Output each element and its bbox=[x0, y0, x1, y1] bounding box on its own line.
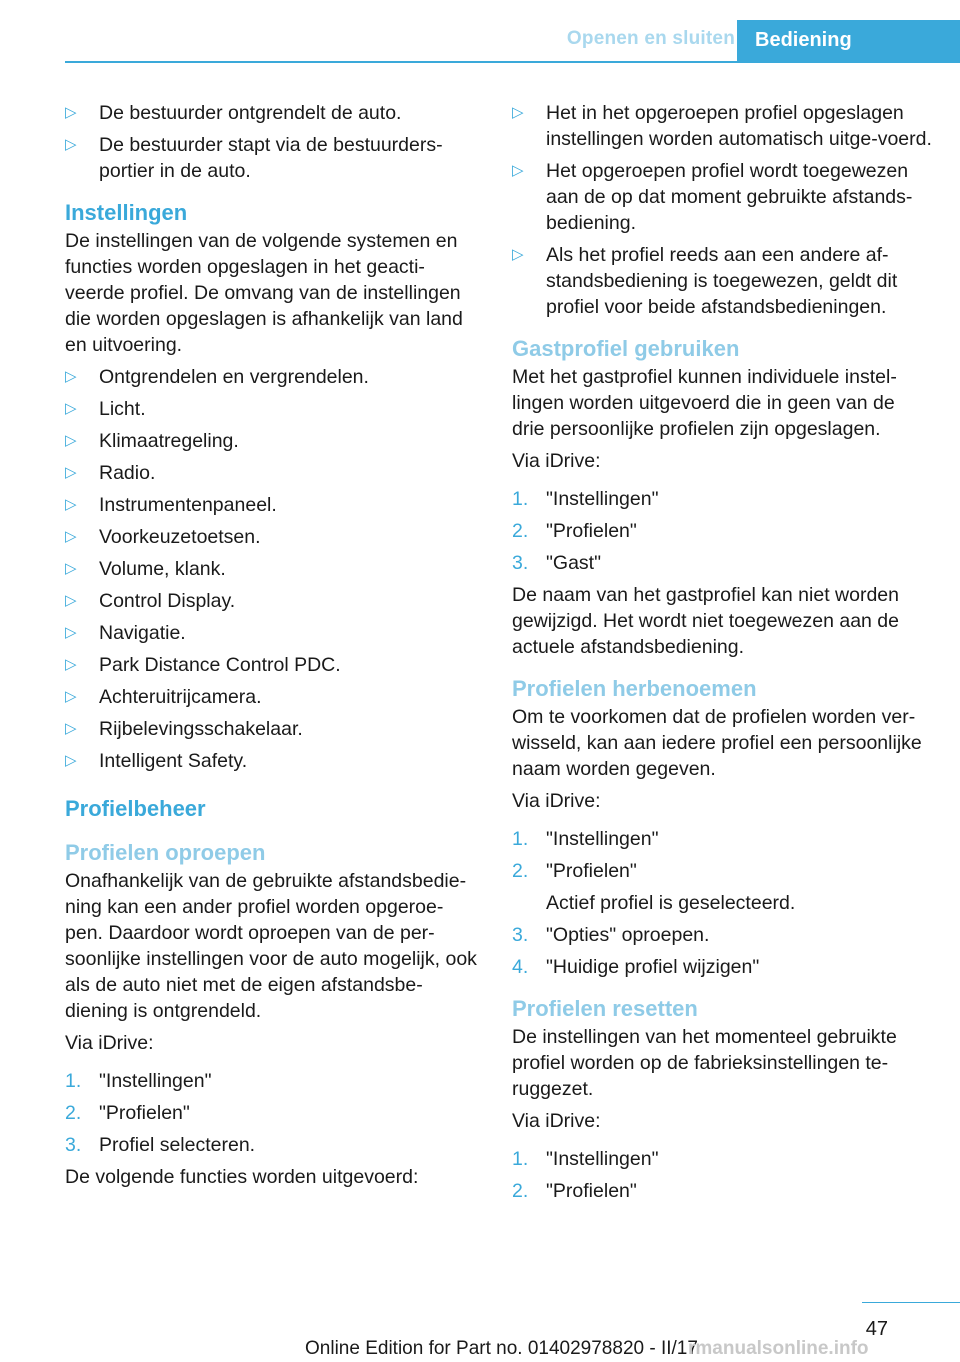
triangle-bullet-icon: ▷ bbox=[65, 592, 77, 609]
list-item: ▷ Het opgeroepen profiel wordt toegewezen aan de op dat moment gebruikte afstands-bediening. bbox=[512, 160, 913, 234]
step-item: 2. "Profielen" bbox=[512, 1180, 637, 1202]
list-item: ▷ Licht. bbox=[65, 398, 146, 420]
resetten-text: De instellingen van het momenteel gebruikte profiel worden op de fabrieksinstellingen te-ruggezet. bbox=[512, 1026, 897, 1100]
triangle-bullet-icon: ▷ bbox=[65, 136, 77, 153]
triangle-bullet-icon: ▷ bbox=[65, 496, 77, 513]
list-item: ▷ Instrumentenpaneel. bbox=[65, 494, 277, 516]
triangle-bullet-icon: ▷ bbox=[65, 400, 77, 417]
list-item: ▷ Klimaatregeling. bbox=[65, 430, 239, 452]
right-column bbox=[512, 100, 932, 1210]
step-item: 2. "Profielen" bbox=[512, 520, 637, 542]
triangle-bullet-icon: ▷ bbox=[65, 104, 77, 121]
triangle-bullet-icon: ▷ bbox=[512, 162, 524, 179]
step-item: 1. "Instellingen" bbox=[512, 828, 659, 850]
footer-rule bbox=[862, 1302, 960, 1303]
page-header bbox=[0, 0, 960, 62]
list-item: ▷ Navigatie. bbox=[65, 622, 186, 644]
list-item: ▷ Radio. bbox=[65, 462, 156, 484]
triangle-bullet-icon: ▷ bbox=[65, 688, 77, 705]
chapter-tab bbox=[737, 20, 960, 62]
list-item: ▷ Intelligent Safety. bbox=[65, 750, 248, 772]
gast-text: Met het gastprofiel kunnen individuele instel-lingen worden uitgevoerd die in geen van de drie persoonlijke profielen zijn opgeslagen. bbox=[512, 366, 897, 440]
result-bullet-list bbox=[512, 100, 932, 320]
step-note: Actief profiel is geselecteerd. bbox=[546, 892, 796, 914]
triangle-bullet-icon: ▷ bbox=[65, 368, 77, 385]
via-idrive: Via iDrive: bbox=[65, 1032, 154, 1054]
step-item: 2. "Profielen" bbox=[65, 1102, 190, 1124]
left-column bbox=[65, 100, 477, 1196]
oproepen-steps bbox=[65, 1068, 477, 1158]
resetten-steps bbox=[512, 1146, 932, 1204]
page-number: 47 bbox=[865, 1318, 888, 1340]
herbenoemen-text: Om te voorkomen dat de profielen worden ver-wisseld, kan aan iedere profiel een persoonlijke naam worden gegeven. bbox=[512, 706, 922, 780]
triangle-bullet-icon: ▷ bbox=[65, 560, 77, 577]
step-item: 1. "Instellingen" bbox=[512, 1148, 659, 1170]
step-item: 3. "Gast" bbox=[512, 552, 602, 574]
via-idrive: Via iDrive: bbox=[512, 790, 601, 812]
triangle-bullet-icon: ▷ bbox=[65, 656, 77, 673]
triangle-bullet-icon: ▷ bbox=[65, 528, 77, 545]
triangle-bullet-icon: ▷ bbox=[512, 104, 524, 121]
section-breadcrumb: Openen en sluiten bbox=[566, 28, 735, 49]
heading-profielbeheer: Profielbeheer bbox=[65, 796, 206, 821]
oproepen-text: Onafhankelijk van de gebruikte afstandsbedie-ning kan een ander profiel worden opgeroe-pen. Daardoor wordt oproepen van de per-soonlijke instellingen voor de auto mogelijk, ook als de auto niet met de eigen afstandsbe-diening is ontgrendeld. bbox=[65, 870, 477, 1022]
triangle-bullet-icon: ▷ bbox=[65, 432, 77, 449]
step-item: 4. "Huidige profiel wijzigen" bbox=[512, 956, 760, 978]
triangle-bullet-icon: ▷ bbox=[65, 464, 77, 481]
via-idrive: Via iDrive: bbox=[512, 1110, 601, 1132]
chapter-tab-label: Bediening bbox=[755, 29, 852, 51]
triangle-bullet-icon: ▷ bbox=[65, 720, 77, 737]
gast-after-text: De naam van het gastprofiel kan niet worden gewijzigd. Het wordt niet toegewezen aan de actuele afstandsbediening. bbox=[512, 584, 899, 658]
intro-bullet-list bbox=[65, 100, 477, 184]
header-rule bbox=[65, 61, 960, 63]
step-item: 3. "Opties" oproepen. bbox=[512, 924, 710, 946]
heading-gastprofiel: Gastprofiel gebruiken bbox=[512, 336, 740, 361]
list-item: ▷ De bestuurder ontgrendelt de auto. bbox=[65, 102, 402, 124]
list-item: ▷ Voorkeuzetoetsen. bbox=[65, 526, 261, 548]
triangle-bullet-icon: ▷ bbox=[512, 246, 524, 263]
edition-footer: Online Edition for Part no. 01402978820 - II/17 bbox=[305, 1338, 698, 1359]
list-item: ▷ Volume, klank. bbox=[65, 558, 226, 580]
list-item: ▷ Ontgrendelen en vergrendelen. bbox=[65, 366, 369, 388]
list-item: ▷ Rijbelevingsschakelaar. bbox=[65, 718, 303, 740]
heading-instellingen: Instellingen bbox=[65, 200, 188, 225]
heading-profielen-herbenoemen: Profielen herbenoemen bbox=[512, 676, 757, 701]
step-item: 1. "Instellingen" bbox=[512, 488, 659, 510]
after-steps-text: De volgende functies worden uitgevoerd: bbox=[65, 1166, 419, 1188]
triangle-bullet-icon: ▷ bbox=[65, 624, 77, 641]
herbenoemen-steps bbox=[512, 826, 932, 884]
list-item: ▷ Het in het opgeroepen profiel opgeslagen instellingen worden automatisch uitge-voerd. bbox=[512, 102, 932, 150]
step-item: 3. Profiel selecteren. bbox=[65, 1134, 256, 1156]
step-item: 1. "Instellingen" bbox=[65, 1070, 212, 1092]
heading-profielen-resetten: Profielen resetten bbox=[512, 996, 698, 1021]
instellingen-bullet-list bbox=[65, 364, 477, 774]
herbenoemen-steps-cont bbox=[512, 922, 932, 980]
step-item: 2. "Profielen" bbox=[512, 860, 637, 882]
heading-profielen-oproepen: Profielen oproepen bbox=[65, 840, 266, 865]
via-idrive: Via iDrive: bbox=[512, 450, 601, 472]
list-item: ▷ Achteruitrijcamera. bbox=[65, 686, 262, 708]
list-item: ▷ Control Display. bbox=[65, 590, 236, 612]
instellingen-text: De instellingen van de volgende systemen en functies worden opgeslagen in het geacti-veerde profiel. De omvang van de instellingen die worden opgeslagen is afhankelijk van land en uitvoering. bbox=[65, 230, 463, 356]
watermark: rmanualsonline.info bbox=[688, 1338, 869, 1359]
gast-steps bbox=[512, 486, 932, 576]
list-item: ▷ De bestuurder stapt via de bestuurders-portier in de auto. bbox=[65, 134, 443, 182]
triangle-bullet-icon: ▷ bbox=[65, 752, 77, 769]
list-item: ▷ Park Distance Control PDC. bbox=[65, 654, 341, 676]
list-item: ▷ Als het profiel reeds aan een andere af-standsbediening is toegewezen, geldt dit profiel voor beide afstandsbedieningen. bbox=[512, 244, 898, 318]
